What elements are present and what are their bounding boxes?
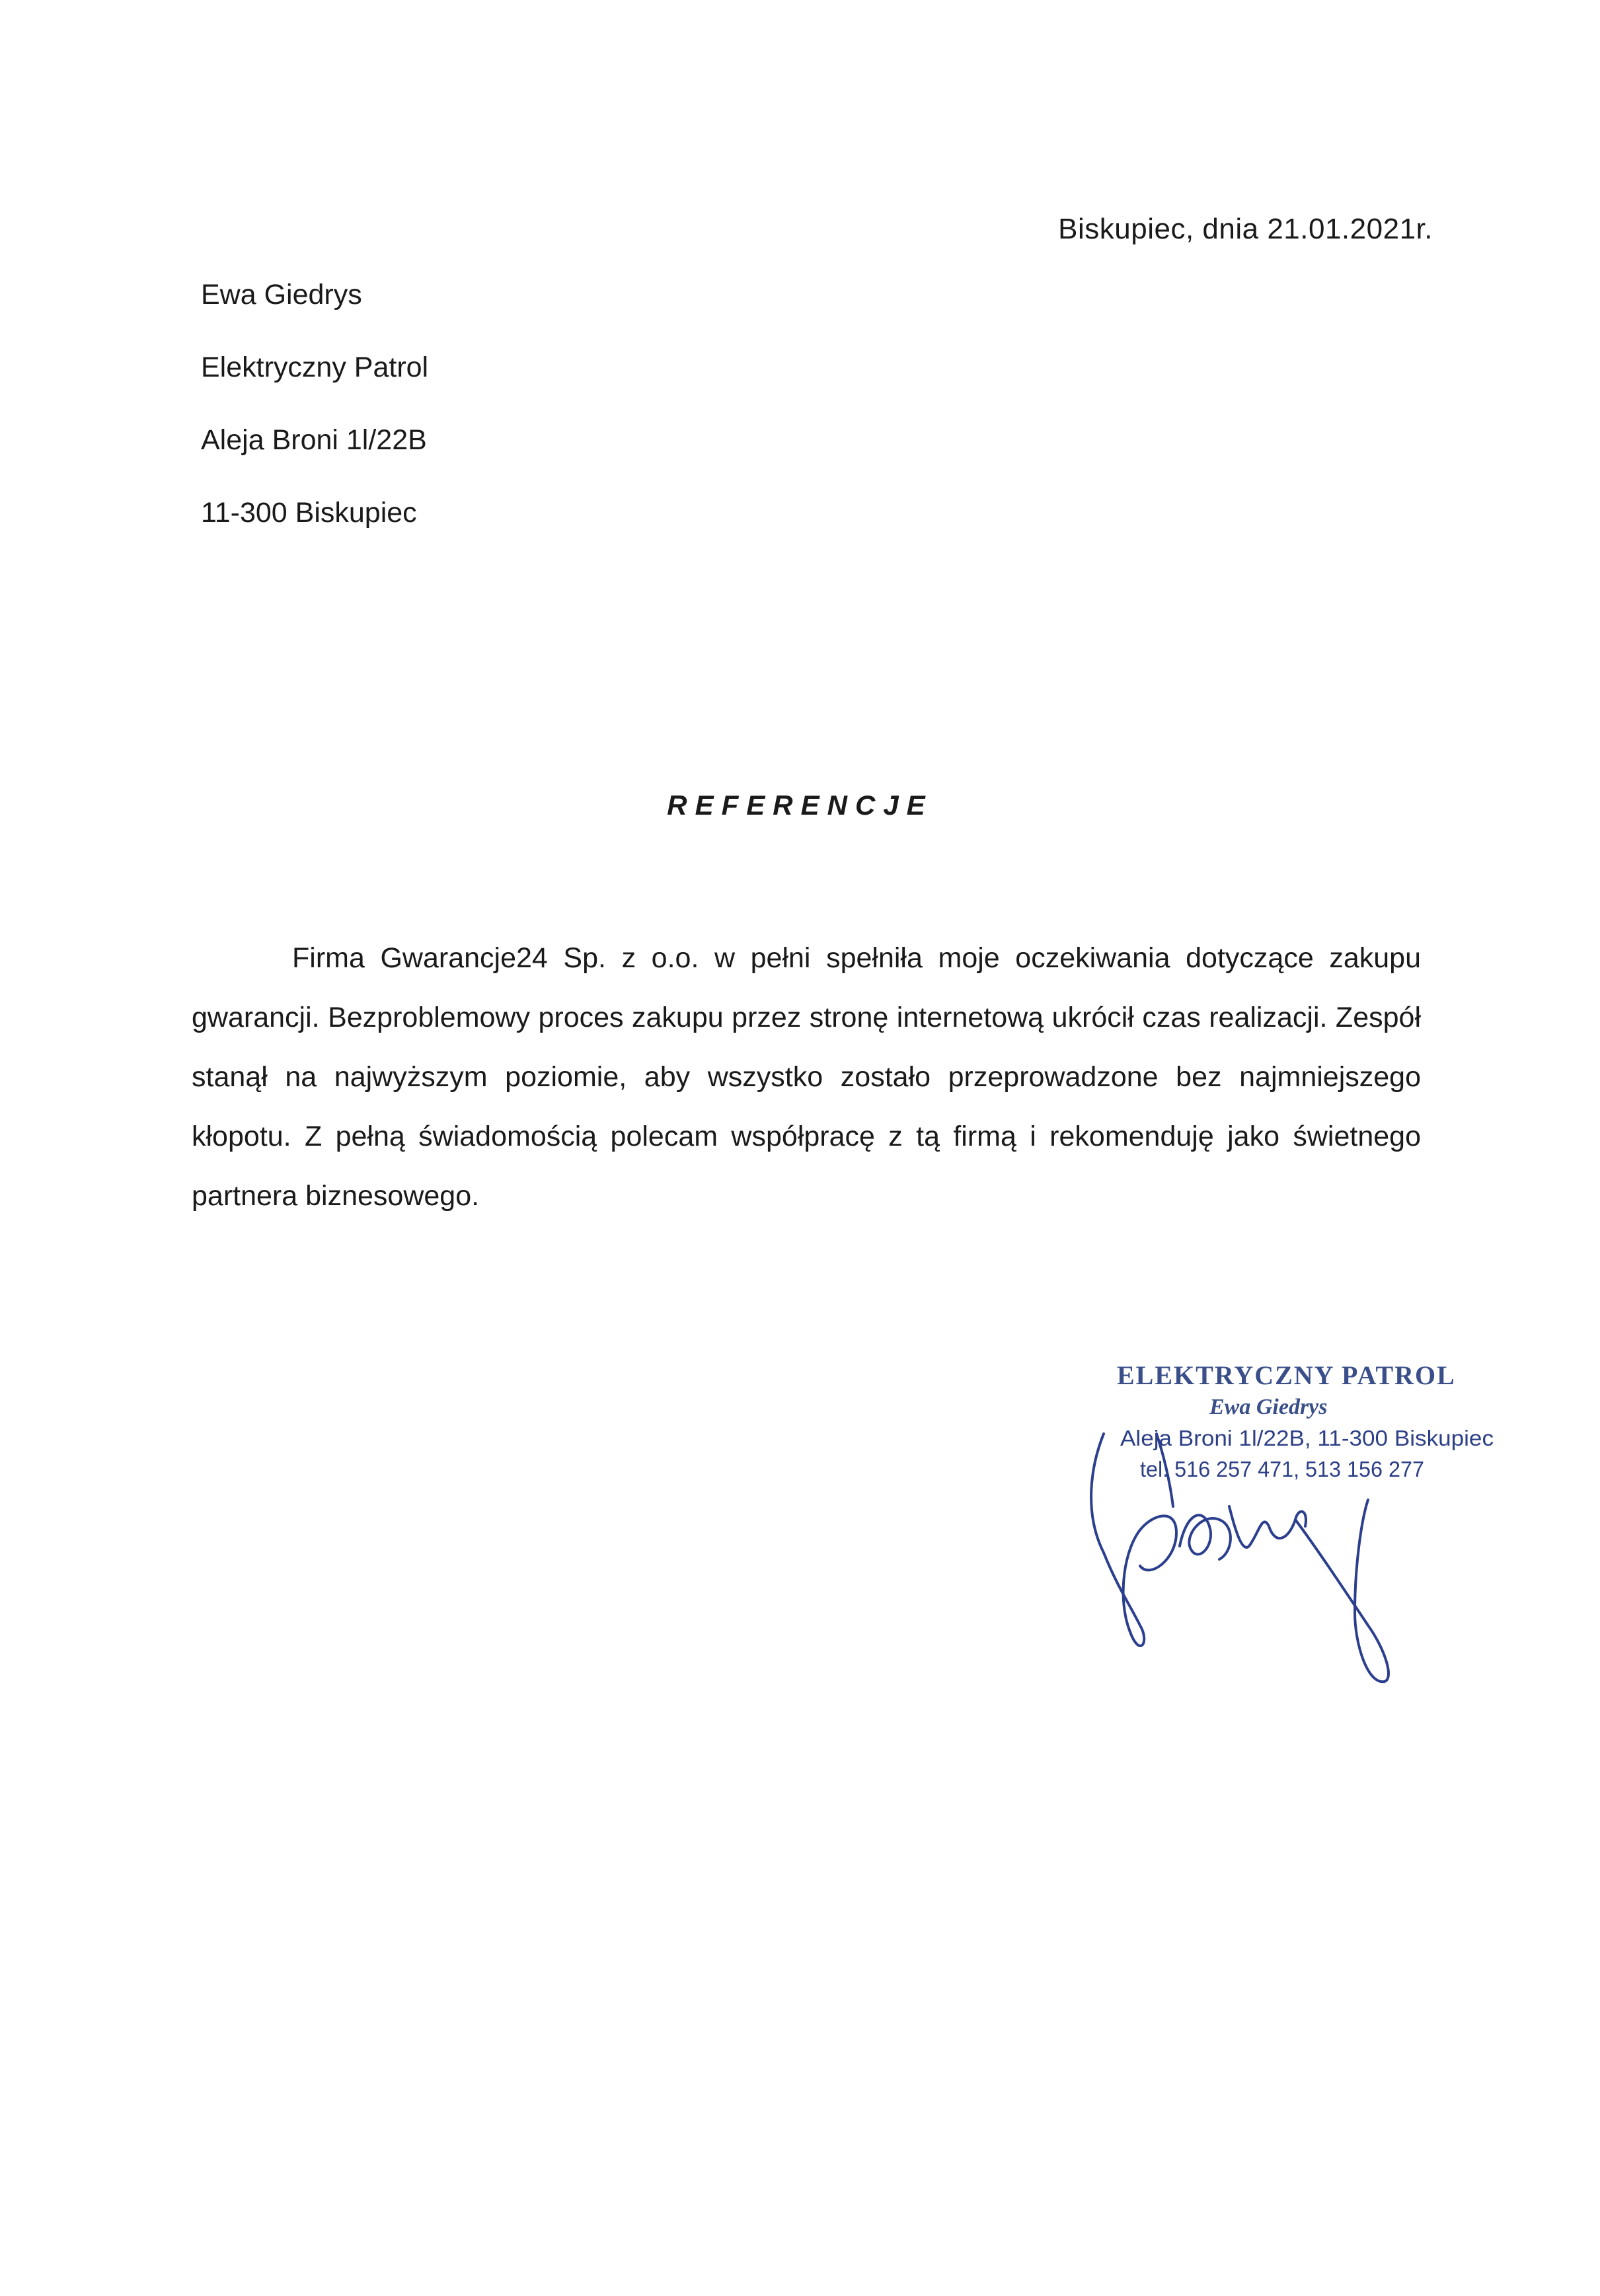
letter-body: Firma Gwarancje24 Sp. z o.o. w pełni spełniła moje oczekiwania dotyczące zakupu gwarancji. Bezproblemowy proces zakupu przez stronę internetową ukrócił czas realizacji. Zespół stanął na najwyższym poziomie, aby wszystko zostało przeprowadzone bez najmniejszego kłopotu. Z pełną świadomością polecam współpracę z tą firmą i rekomenduję jako świetnego partnera biznesowego. — [192, 942, 1421, 1212]
sender-block — [201, 275, 428, 566]
stamp-svg — [1077, 1348, 1500, 1691]
stamp-company: ELEKTRYCZNY PATROL — [1117, 1360, 1456, 1390]
sender-company: Elektryczny Patrol — [201, 352, 429, 383]
company-stamp-and-signature — [1077, 1348, 1500, 1691]
stamp-address: Aleja Broni 1l/22B, 11-300 Biskupiec — [1120, 1426, 1494, 1450]
stamp-phones: tel. 516 257 471, 513 156 277 — [1140, 1457, 1424, 1481]
sender-name: Ewa Giedrys — [201, 279, 362, 311]
place-date: Biskupiec, dnia 21.01.2021r. — [1058, 213, 1433, 245]
sender-city: 11-300 Biskupiec — [201, 497, 417, 529]
stamp-owner: Ewa Giedrys — [1209, 1395, 1328, 1419]
document-title: REFERENCJE — [667, 790, 933, 821]
sender-street: Aleja Broni 1l/22B — [201, 424, 427, 456]
